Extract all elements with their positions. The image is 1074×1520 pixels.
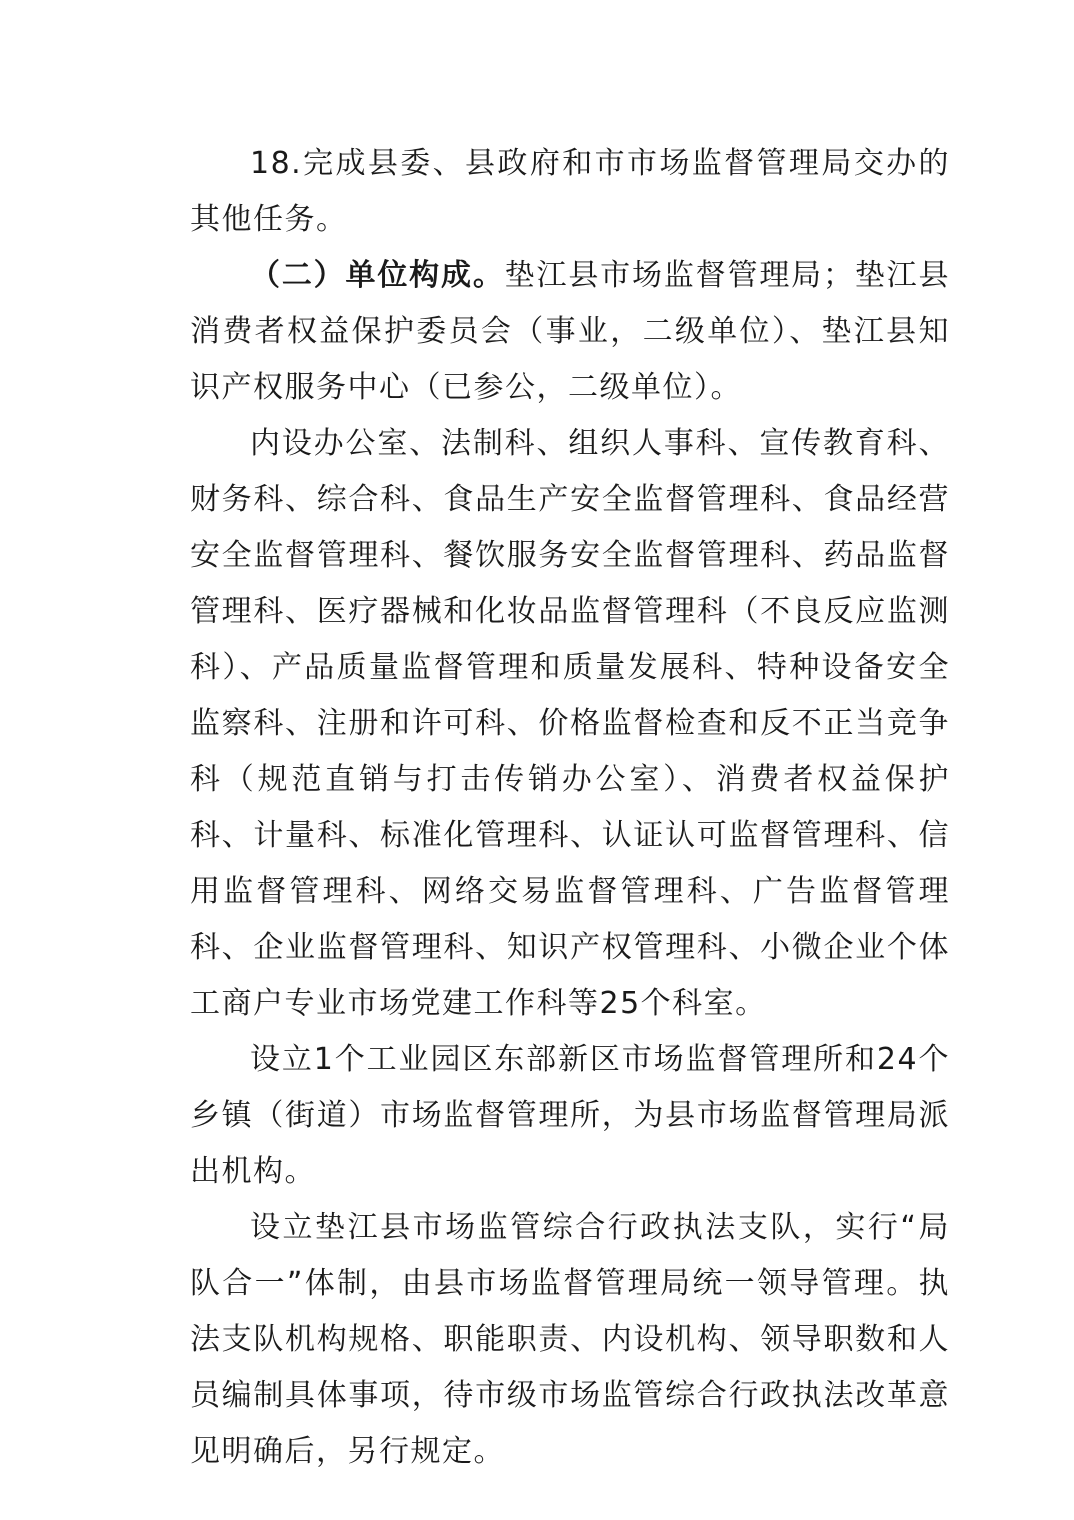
paragraph-task-18: 18.完成县委、县政府和市市场监督管理局交办的其他任务。 (190, 146, 950, 237)
document-body (190, 136, 950, 1480)
unit-composition-text: 垫江县市场监督管理局；垫江县消费者权益保护委员会（事业，二级单位）、垫江县知识产权服务中心（已参公，二级单位）。 (190, 258, 951, 405)
paragraph-supervision-stations: 设立1个工业园区东部新区市场监督管理所和24个乡镇（街道）市场监督管理所，为县市场监督管理局派出机构。 (190, 1042, 950, 1189)
section-heading-unit-composition: （二）单位构成。 (250, 258, 505, 293)
paragraph-internal-departments: 内设办公室、法制科、组织人事科、宣传教育科、财务科、综合科、食品生产安全监督管理科、食品经营安全监督管理科、餐饮服务安全监督管理科、药品监督管理科、医疗器械和化妆品监督管理科（不良反应监测科）、产品质量监督管理和质量发展科、特种设备安全监察科、注册和许可科、价格监督检查和反不正当竞争科（规范直销与打击传销办公室）、消费者权益保护科、计量科、标准化管理科、认证认可监督管理科、信用监督管理科、网络交易监督管理科、广告监督管理科、企业监督管理科、知识产权管理科、小微企业个体工商户专业市场党建工作科等25个科室。 (190, 426, 950, 1021)
paragraph-enforcement-team: 设立垫江县市场监管综合行政执法支队，实行“局队合一”体制，由县市场监督管理局统一领导管理。执法支队机构规格、职能职责、内设机构、领导职数和人员编制具体事项，待市级市场监管综合行政执法改革意见明确后，另行规定。 (190, 1210, 950, 1469)
paragraph-unit-composition (190, 248, 950, 416)
